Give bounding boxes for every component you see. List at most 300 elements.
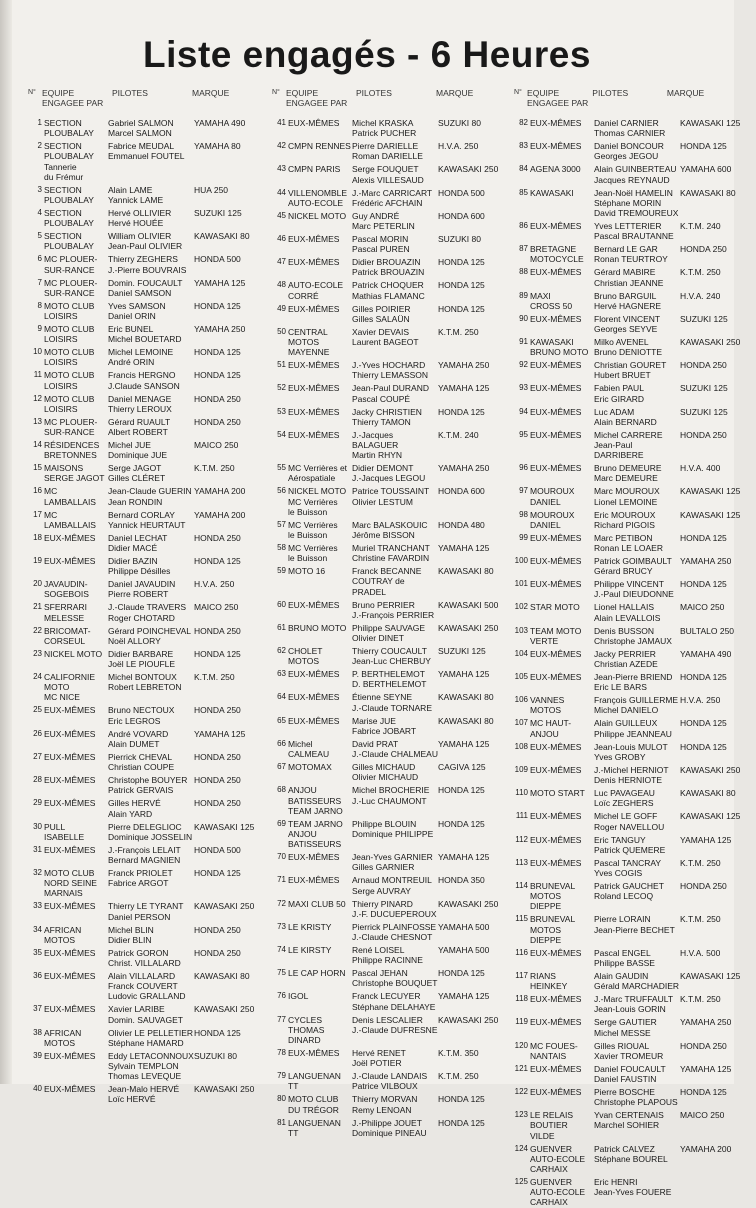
entry-brand: K.T.M. 250: [680, 857, 721, 868]
entry-number: 58: [277, 543, 286, 553]
entry-row: [514, 649, 734, 669]
entry-number: 115: [515, 914, 528, 924]
entry-row: [28, 440, 272, 460]
entry-brand: KAWASAKI 80: [194, 231, 250, 242]
entry-row: [28, 301, 272, 321]
entry-brand: HONDA 500: [194, 254, 241, 265]
entry-pilots: René LOISEL Philippe RACINNE: [352, 944, 423, 966]
entry-brand: HONDA 125: [194, 1027, 241, 1038]
entry-brand: YAMAHA 500: [438, 944, 490, 955]
entry-team: MOTO CLUB LOISIRS: [44, 324, 95, 345]
entry-pilots: David PRAT J.-Claude CHALMEAU: [352, 738, 438, 760]
entry-pilots: Serge JAGOT Gilles CLÉRET: [108, 463, 166, 484]
entry-pilots: Michel CARRERE Jean-Paul DARRIBERE: [594, 429, 663, 461]
entry-pilots: Bernard LE GAR Ronan TEURTROY: [594, 244, 668, 265]
entry-row: [514, 1177, 734, 1208]
entry-pilots: Fabrice MEUDAL Emmanuel FOUTEL: [108, 141, 185, 162]
entry-brand: YAMAHA 490: [680, 648, 732, 659]
entry-team: EUX-MÊMES: [530, 857, 582, 868]
entry-number: 63: [277, 669, 286, 679]
entry-team: TEAM JARNO ANJOU BATISSEURS: [288, 818, 343, 850]
entry-pilots: Étienne SEYNE J.-Claude TORNARE: [352, 692, 432, 713]
header-team: EQUIPE ENGAGEE PAR: [42, 88, 104, 108]
entry-pilots: Fabien PAUL Eric GIRARD: [594, 383, 645, 404]
entry-brand: HONDA 250: [194, 705, 241, 716]
entry-brand: HONDA 250: [680, 360, 727, 371]
entry-team: ANJOU BATISSEURS TEAM JARNO: [288, 785, 343, 816]
entry-brand: SUZUKI 80: [438, 234, 481, 245]
entry-number: 2: [37, 141, 42, 151]
entry-row: [514, 360, 734, 380]
entry-row: [28, 394, 272, 414]
entry-brand: K.T.M. 250: [438, 326, 479, 337]
entry-brand: KAWASAKI 125: [680, 486, 741, 497]
entry-number: 65: [277, 715, 286, 725]
entry-number: 44: [277, 187, 286, 197]
entry-brand: HONDA 250: [194, 798, 241, 809]
entry-number: 15: [33, 463, 42, 473]
header-team: EQUIPE ENGAGEE PAR: [286, 88, 348, 108]
entry-number: 102: [514, 602, 528, 612]
entry-row: [514, 463, 734, 483]
entry-number: 21: [33, 602, 42, 612]
entry-pilots: Gilles RIOUAL Xavier TROMEUR: [594, 1040, 664, 1061]
entry-row: [272, 211, 514, 231]
entry-number: 28: [33, 775, 42, 785]
entry-number: 60: [277, 599, 286, 609]
entry-row: [272, 566, 514, 597]
entry-brand: YAMAHA 125: [194, 277, 246, 288]
entry-team: EUX-MÊMES: [530, 141, 582, 152]
entry-pilots: Pierrick PLAINFOSSE J.-Claude CHESNOT: [352, 921, 437, 942]
entry-brand: HONDA 250: [194, 393, 241, 404]
entry-brand: YAMAHA 125: [194, 728, 246, 739]
entry-row: [28, 463, 272, 483]
entry-row: [514, 221, 734, 241]
entry-team: VILLENOMBLE AUTO-ECOLE: [288, 187, 348, 208]
entry-team: EUX-MÊMES: [288, 234, 340, 245]
entry-number: 23: [33, 648, 42, 658]
entry-team: EUX-MÊMES: [44, 947, 96, 958]
entry-pilots: Michel BONTOUX Robert LEBRETON: [108, 672, 182, 693]
entry-brand: YAMAHA 125: [438, 383, 490, 394]
entry-brand: HONDA 125: [680, 532, 727, 543]
entry-brand: MAICO 250: [680, 1110, 725, 1121]
entry-row: [272, 1048, 514, 1068]
entry-team: MOTO CLUB DU TRÉGOR: [288, 1094, 339, 1115]
entry-row: [514, 164, 734, 184]
entry-row: [272, 520, 514, 540]
entry-pilots: Hervé OLLIVIER Hervé HOUÉE: [108, 208, 172, 229]
entry-number: 19: [33, 556, 42, 566]
entry-row: [514, 579, 734, 599]
entry-row: [272, 692, 514, 712]
entry-pilots: Pierre DARIELLE Roman DARIELLE: [352, 141, 423, 162]
entry-pilots: Michel KRASKA Patrick PUCHER: [352, 118, 417, 139]
entry-number: 84: [519, 164, 528, 174]
entry-pilots: William OLIVIER Jean-Paul OLIVIER: [108, 231, 183, 252]
entry-team: EUX-MÊMES: [530, 406, 582, 417]
entry-number: 29: [33, 798, 42, 808]
entry-row: [28, 672, 272, 703]
entry-pilots: Yves LETTERIER Pascal BRAUTANNE: [594, 221, 674, 242]
entry-number: 114: [515, 880, 528, 890]
entry-number: 3: [37, 184, 42, 194]
entry-pilots: Olivier LE PELLETIER Stéphane HAMARD: [108, 1027, 194, 1048]
entry-team: MC PLOUER- SUR-RANCE: [44, 416, 98, 438]
entry-row: [272, 1071, 514, 1091]
entry-pilots: Jean-Louis MULOT Yves GROBY: [594, 741, 668, 762]
entry-team: CALIFORNIE MOTO MC NICE: [44, 672, 96, 703]
entry-row: [514, 1087, 734, 1107]
entry-row: [28, 901, 272, 921]
entry-pilots: Thierry MORVAN Remy LENOAN: [352, 1094, 418, 1115]
header-brand: MARQUE: [666, 88, 705, 98]
entry-team: EUX-MÊMES: [530, 579, 582, 590]
entry-pilots: Pascal MORIN Pascal PUREN: [352, 234, 410, 255]
entry-number: 33: [33, 901, 42, 911]
entry-team: TEAM MOTO VERTE: [530, 625, 582, 646]
entry-number: 125: [514, 1176, 528, 1186]
entry-brand: YAMAHA 125: [438, 669, 490, 680]
header-number: N°: [272, 89, 280, 96]
entry-pilots: Philippe SAUVAGE Olivier DINET: [352, 622, 426, 644]
entry-team: KAWASAKI BRUNO MOTO: [530, 337, 589, 358]
entry-team: MAXI CLUB 50: [288, 898, 346, 909]
entry-pilots: Patrick GOIMBAULT Gérard BRUCY: [594, 556, 672, 577]
entry-pilots: Christophe BOUYER Patrick GERVAIS: [108, 775, 188, 796]
entry-team: EUX-MÊMES: [44, 728, 96, 739]
entry-row: [28, 254, 272, 274]
entry-row: [514, 672, 734, 692]
entry-pilots: Jean-Noël HAMELIN Stéphane MORIN David TREMOUREUX: [594, 187, 679, 219]
entry-team: SECTION PLOUBALAY: [44, 231, 94, 252]
entry-row: [514, 556, 734, 576]
entry-number: 124: [514, 1143, 528, 1153]
entry-team: BRETAGNE MOTOCYCLE: [530, 244, 584, 265]
entry-row: [514, 486, 741, 507]
entry-team: GUENVER AUTO-ECOLE CARHAIX: [530, 1176, 586, 1208]
entry-team: EUX-MÊMES: [530, 834, 582, 845]
entry-row: [272, 257, 514, 277]
entry-team: EUX-MÊMES: [530, 1063, 582, 1074]
entry-team: EUX-MÊMES: [44, 844, 96, 855]
entry-number: 42: [277, 141, 286, 151]
entry-row: [514, 1144, 734, 1175]
entry-row: [514, 337, 741, 358]
entry-team: MOUROUX DANIEL: [530, 486, 575, 507]
entry-pilots: Denis LESCALIER J.-Claude DUFRESNE: [352, 1014, 438, 1035]
entry-number: 61: [277, 622, 286, 632]
entry-brand: HONDA 125: [680, 741, 727, 752]
entry-row: [272, 463, 514, 483]
entry-team: RIANS HEINKEY: [530, 970, 568, 992]
entry-brand: YAMAHA 500: [438, 921, 490, 932]
entry-brand: YAMAHA 250: [438, 360, 490, 371]
entry-brand: SUZUKI 125: [194, 208, 242, 219]
entry-brand: YAMAHA 125: [438, 738, 490, 749]
entry-row: [28, 417, 272, 437]
entry-brand: HONDA 250: [194, 625, 241, 636]
entry-number: 121: [514, 1063, 528, 1073]
entry-row: [28, 868, 272, 899]
entry-row: [514, 509, 741, 530]
entry-pilots: Philippe BLOUIN Dominique PHILIPPE: [352, 818, 434, 839]
entry-row: [272, 486, 514, 517]
entry-row: [514, 291, 734, 311]
entry-pilots: Gérard POINCHEVAL Noël ALLORY: [108, 625, 191, 646]
entry-pilots: Patrick CALVEZ Stéphane BOUREL: [594, 1143, 668, 1164]
entry-pilots: J.-Marc CARRICART Frédéric AFCHAIN: [352, 187, 433, 208]
entry-row: [28, 486, 272, 506]
entry-number: 10: [33, 347, 42, 357]
entry-brand: HONDA 125: [194, 556, 241, 567]
entry-team: AFRICAN MOTOS: [44, 1027, 82, 1048]
entry-pilots: Jean-Pierre BRIEND Eric LE BARS: [594, 672, 673, 693]
entry-number: 1: [37, 118, 42, 127]
entry-number: 107: [514, 718, 528, 728]
entry-brand: YAMAHA 200: [194, 509, 246, 520]
entry-brand: YAMAHA 250: [680, 1017, 732, 1028]
entry-brand: YAMAHA 200: [194, 486, 246, 497]
entry-row: [514, 835, 734, 855]
entry-number: 32: [33, 867, 42, 877]
entry-brand: HONDA 350: [438, 875, 485, 886]
entry-pilots: Arnaud MONTREUIL Serge AUVRAY: [352, 875, 432, 896]
entry-row: [514, 188, 734, 219]
entry-pilots: Michel LEMOINE André ORIN: [108, 347, 174, 368]
entry-number: 75: [277, 968, 286, 978]
entry-team: LE KIRSTY: [288, 944, 332, 955]
entry-number: 53: [277, 406, 286, 416]
entry-number: 34: [33, 924, 42, 934]
entry-pilots: Alain GUILLEUX Philippe JEANNEAU: [594, 718, 672, 739]
entry-columns: [28, 88, 741, 1208]
entry-number: 35: [33, 947, 42, 957]
entry-team: EUX-MÊMES: [530, 360, 582, 371]
entry-brand: KAWASAKI 250: [194, 1004, 255, 1015]
entry-team: EUX-MÊMES: [288, 118, 340, 128]
entry-pilots: Daniel LECHAT Didier MACÉ: [108, 532, 168, 554]
entry-brand: KAWASAKI 250: [438, 1014, 499, 1025]
entry-team: MOTO CLUB LOISIRS: [44, 370, 95, 391]
entry-number: 87: [519, 244, 528, 254]
entry-team: EUX-MÊMES: [44, 1084, 96, 1095]
entry-number: 41: [277, 118, 286, 127]
entry-number: 12: [33, 393, 42, 403]
entry-pilots: Patrice TOUSSAINT Olivier LESTUM: [352, 486, 430, 507]
entry-pilots: Serge GAUTIER Michel MESSE: [594, 1017, 657, 1038]
entry-row: [28, 370, 272, 390]
entry-pilots: Michel LE GOFF Roger NAVELLOU: [594, 811, 665, 832]
entry-brand: KAWASAKI 125: [680, 811, 741, 822]
entry-pilots: J.-François LELAIT Bernard MAGNIEN: [108, 844, 181, 865]
entry-number: 38: [33, 1027, 42, 1037]
entry-pilots: Patrick GORON Christ. VILLALARD: [108, 947, 181, 968]
entry-pilots: Franck LECUYER Stéphane DELAHAYE: [352, 991, 436, 1012]
entry-brand: HONDA 125: [194, 648, 241, 659]
entry-pilots: Yvan CERTENAIS Marchel SOHIER: [594, 1110, 664, 1131]
entry-team: MOTO START: [530, 788, 585, 799]
entry-team: MC LAMBALLAIS: [44, 486, 96, 507]
entry-team: EUX-MÊMES: [288, 360, 340, 371]
entry-team: EUX-MÊMES: [530, 313, 582, 324]
entry-brand: KAWASAKI 125: [194, 821, 255, 832]
entry-brand: HONDA 125: [438, 1117, 485, 1128]
entry-team: EUX-MÊMES: [530, 741, 582, 752]
entry-row: [28, 556, 272, 576]
entry-number: 95: [519, 429, 528, 439]
entry-number: 112: [515, 834, 528, 844]
entry-pilots: Yves SAMSON Daniel ORIN: [108, 300, 166, 322]
entry-number: 50: [277, 326, 286, 336]
entry-number: 99: [519, 532, 528, 542]
entry-team: EUX-MÊMES: [288, 1047, 340, 1058]
entry-pilots: Francis HERGNO J.Claude SANSON: [108, 370, 180, 391]
entry-number: 72: [277, 898, 286, 908]
entry-team: EUX-MÊMES: [288, 429, 340, 440]
entry-row: [514, 314, 734, 334]
entry-number: 5: [37, 231, 42, 241]
entry-pilots: Bruno DEMEURE Marc DEMEURE: [594, 463, 662, 484]
entry-column-2: [272, 88, 514, 1138]
entry-pilots: Daniel MENAGE Thierry LEROUX: [108, 393, 172, 414]
entry-brand: YAMAHA 125: [438, 852, 490, 863]
entry-pilots: Xavier DEVAIS Laurent BAGEOT: [352, 326, 419, 348]
entry-brand: MAICO 250: [194, 440, 239, 451]
entry-pilots: Bernard CORLAY Yannick HEURTAUT: [108, 509, 186, 530]
entry-brand: H.V.A. 250: [194, 579, 235, 590]
entry-brand: HONDA 500: [438, 187, 485, 198]
entry-team: NICKEL MOTO: [288, 210, 347, 221]
entry-brand: SUZUKI 80: [194, 1050, 237, 1061]
entry-brand: HONDA 250: [680, 880, 727, 891]
entry-column-1: [28, 88, 272, 1105]
entry-team: EUX-MÊMES: [530, 648, 582, 659]
entry-team: EUX-MÊMES: [288, 257, 340, 268]
entry-number: 69: [277, 818, 286, 828]
entry-number: 30: [33, 821, 42, 831]
entry-team: EUX-MÊMES: [530, 221, 582, 232]
entry-brand: K.T.M. 250: [680, 994, 721, 1005]
entry-number: 79: [277, 1071, 286, 1081]
entry-number: 22: [33, 625, 42, 635]
entry-pilots: Bruno BARGUIL Hervé HAGNERE: [594, 290, 662, 311]
entry-brand: KAWASAKI 80: [680, 788, 736, 799]
entry-number: 108: [514, 741, 528, 751]
column-header: [28, 88, 272, 118]
entry-row: [272, 991, 514, 1011]
entry-team: BRICOMAT- CORSEUL: [44, 625, 91, 646]
entry-row: [272, 945, 514, 965]
entry-team: EUX-MÊMES: [44, 798, 96, 809]
entry-row: [514, 742, 734, 762]
entry-team: MOTO 16: [288, 566, 326, 577]
entry-pilots: Lionel HALLAIS Alain LEVALLOIS: [594, 602, 661, 623]
entry-brand: HONDA 125: [194, 867, 241, 878]
entry-brand: HONDA 125: [438, 818, 485, 829]
entry-row: [28, 118, 272, 138]
entry-team: EUX-MÊMES: [530, 267, 582, 278]
entry-number: 14: [33, 440, 42, 450]
entry-brand: HONDA 250: [194, 775, 241, 786]
entry-team: MOTO CLUB LOISIRS: [44, 347, 95, 368]
entry-row: [514, 407, 734, 427]
entry-brand: K.T.M. 240: [680, 221, 721, 232]
entry-team: MC HAUT- ANJOU: [530, 718, 572, 739]
header-number: N°: [28, 89, 36, 96]
entry-brand: HONDA 125: [438, 257, 485, 268]
entry-number: 6: [37, 254, 42, 264]
entry-pilots: Eric TANGUY Patrick QUEMERE: [594, 834, 666, 855]
entry-brand: BULTALO 250: [680, 625, 735, 636]
entry-row: [28, 1004, 272, 1024]
entry-team: EUX-MÊMES: [44, 532, 96, 543]
entry-number: 45: [277, 210, 286, 220]
entry-number: 76: [277, 991, 286, 1001]
entry-team: EUX-MÊMES: [530, 429, 582, 440]
entry-number: 8: [37, 300, 42, 310]
entry-brand: SUZUKI 125: [680, 383, 728, 394]
entry-pilots: Didier BAZIN Philippe Désilles: [108, 556, 171, 577]
entry-row: [28, 602, 272, 622]
entry-brand: HONDA 250: [680, 429, 727, 440]
entry-pilots: Gérard RUAULT Albert ROBERT: [108, 416, 171, 438]
entry-row: [272, 141, 514, 161]
entry-row: [272, 543, 514, 563]
entry-team: MOTOMAX: [288, 762, 332, 773]
entry-number: 57: [277, 519, 286, 529]
entry-pilots: Marise JUE Fabrice JOBART: [352, 715, 417, 736]
entry-team: RÉSIDENCES BRETONNES: [44, 440, 100, 461]
entry-team: EUX-MÊMES: [288, 599, 340, 610]
entry-row: [272, 188, 514, 208]
entry-row: [28, 729, 272, 749]
entry-number: 24: [33, 672, 42, 682]
entry-team: SECTION PLOUBALAY: [44, 208, 94, 229]
entry-row: [28, 798, 272, 818]
entry-pilots: P. BERTHELEMOT D. BERTHELEMOT: [352, 669, 427, 690]
entry-number: 103: [514, 625, 528, 635]
entry-row: [272, 922, 514, 942]
entry-row: [272, 1118, 514, 1138]
entry-brand: KAWASAKI 250: [194, 1084, 255, 1095]
entry-team: CMPN RENNES: [288, 141, 351, 152]
entry-brand: YAMAHA 200: [680, 1143, 732, 1154]
entry-brand: YAMAHA 80: [194, 141, 241, 152]
entry-team: CMPN PARIS: [288, 164, 341, 175]
entry-pilots: François GUILLERME Michel DANIELO: [594, 695, 679, 716]
entry-team: EUX-MÊMES: [530, 947, 582, 958]
entry-pilots: Jean-Yves GARNIER Gilles GARNIER: [352, 852, 433, 873]
entry-number: 78: [277, 1047, 286, 1057]
entry-row: [28, 141, 272, 182]
entry-row: [28, 278, 272, 298]
entry-pilots: Daniel CARNIER Thomas CARNIER: [594, 118, 666, 139]
header-pilots: PILOTES: [112, 88, 148, 98]
entry-pilots: Marc PETIBON Ronan LE LOAER: [594, 532, 663, 554]
entry-row: [514, 695, 734, 715]
entry-brand: HONDA 125: [438, 785, 485, 796]
entry-row: [28, 1028, 272, 1048]
entry-pilots: Michel BLIN Didier BLIN: [108, 924, 154, 945]
entry-number: 88: [519, 267, 528, 277]
entry-number: 101: [514, 579, 528, 589]
entry-pilots: Marc BALASKOUIC Jérôme BISSON: [352, 519, 428, 541]
entry-team: EUX-MÊMES: [288, 383, 340, 394]
entry-brand: KAWASAKI 500: [438, 599, 499, 610]
entry-brand: SUZUKI 125: [680, 313, 728, 324]
